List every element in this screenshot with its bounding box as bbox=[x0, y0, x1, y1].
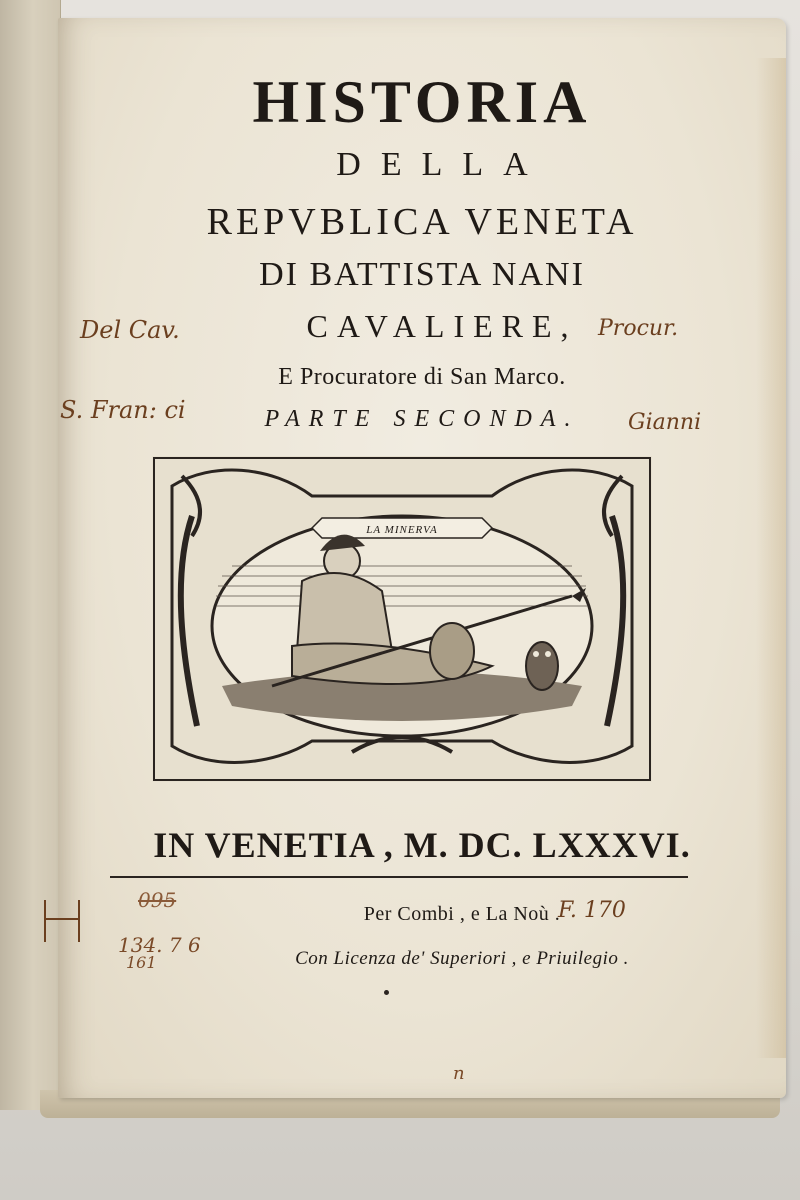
title-page bbox=[58, 18, 786, 1098]
title-subject: REPVBLICA VENETA bbox=[206, 201, 638, 243]
manuscript-note-left-part: S. Fran: ci bbox=[60, 396, 186, 424]
manuscript-bottom-mark: n bbox=[453, 1063, 465, 1084]
shelf-mark-icon bbox=[44, 900, 80, 942]
manuscript-note-right-part: Gianni bbox=[628, 410, 702, 435]
title-part: PARTE SECONDA. bbox=[264, 406, 580, 432]
manuscript-shelf-mark-sub: 161 bbox=[126, 953, 157, 972]
imprint-printer: Per Combi , e La Noù . bbox=[363, 903, 561, 925]
book-spine bbox=[0, 0, 61, 1110]
manuscript-shelf-mark: 134. 7 6 bbox=[118, 933, 201, 957]
manuscript-struck-number: 095 bbox=[138, 888, 177, 912]
book-title: HISTORIA bbox=[252, 69, 592, 135]
vignette-motto: LA MINERVA bbox=[366, 524, 438, 536]
title-author: DI BATTISTA NANI bbox=[259, 256, 585, 293]
title-rank: CAVALIERE, bbox=[306, 308, 578, 344]
ornament-dot bbox=[384, 990, 389, 995]
manuscript-note-shelfnumber: F. 170 bbox=[558, 898, 626, 923]
title-office: E Procuratore di San Marco. bbox=[278, 364, 566, 390]
woodcut-vignette bbox=[152, 456, 652, 782]
title-della: DELLA bbox=[336, 146, 548, 183]
manuscript-note-right-rank: Procur. bbox=[598, 316, 679, 341]
imprint-place-date: IN VENETIA , M. DC. LXXXVI. bbox=[153, 825, 691, 865]
imprint-rule bbox=[110, 876, 688, 878]
manuscript-note-left-rank: Del Cav. bbox=[80, 316, 180, 344]
minerva-woodcut-icon bbox=[152, 456, 652, 782]
imprint-license: Con Licenza de' Superiori , e Priuilegio . bbox=[295, 948, 629, 969]
